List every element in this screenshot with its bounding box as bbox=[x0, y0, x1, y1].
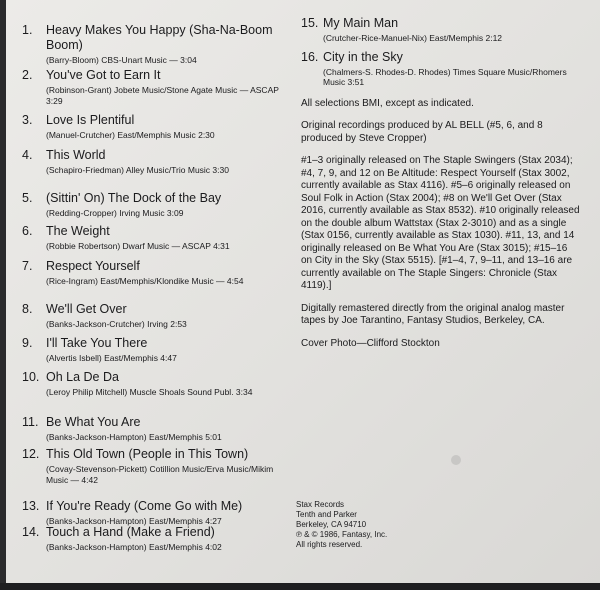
label-name: Stax Records bbox=[296, 500, 345, 509]
track-item bbox=[301, 50, 581, 88]
track-item bbox=[301, 16, 581, 44]
page-edge-shadow bbox=[0, 0, 6, 590]
track-credit: (Schapiro-Friedman) Alley Music/Trio Music 3:30 bbox=[46, 165, 229, 175]
track-number: 6. bbox=[22, 224, 33, 238]
copyright-line: ℗ & © 1986, Fantasy, Inc. bbox=[296, 530, 388, 539]
track-item bbox=[22, 113, 296, 141]
rights-line: All rights reserved. bbox=[296, 540, 363, 549]
track-item bbox=[22, 415, 296, 443]
track-credit: (Barry-Bloom) CBS-Unart Music — 3:04 bbox=[46, 55, 197, 65]
track-title: This Old Town (People in This Town) bbox=[46, 447, 249, 461]
track-number: 4. bbox=[22, 148, 33, 162]
address-street: Tenth and Parker bbox=[296, 510, 357, 519]
track-credit: (Robbie Robertson) Dwarf Music — ASCAP 4:31 bbox=[46, 241, 230, 251]
track-credit: (Chalmers-S. Rhodes-D. Rhodes) Times Square Music/Rhomers Music 3:51 bbox=[323, 66, 567, 87]
print-spot bbox=[451, 455, 461, 465]
track-credit: (Banks-Jackson-Crutcher) Irving 2:53 bbox=[46, 319, 187, 329]
track-item bbox=[22, 148, 296, 176]
track-credit: (Banks-Jackson-Hampton) East/Memphis 4:27 bbox=[46, 516, 222, 526]
track-title: You've Got to Earn It bbox=[46, 68, 161, 82]
address-city: Berkeley, CA 94710 bbox=[296, 520, 367, 529]
cover-photo-credit: Cover Photo—Clifford Stockton bbox=[301, 337, 440, 349]
track-title: Heavy Makes You Happy (Sha-Na-Boom Boom) bbox=[46, 23, 273, 52]
track-title: My Main Man bbox=[323, 16, 399, 30]
track-title: (Sittin' On) The Dock of the Bay bbox=[46, 191, 222, 205]
track-title: We'll Get Over bbox=[46, 302, 127, 316]
track-number: 13. bbox=[22, 499, 40, 513]
track-title: Oh La De Da bbox=[46, 370, 119, 384]
track-title: The Weight bbox=[46, 224, 110, 238]
track-item bbox=[22, 68, 296, 106]
track-item bbox=[22, 224, 296, 252]
track-title: If You're Ready (Come Go with Me) bbox=[46, 499, 243, 513]
track-number: 2. bbox=[22, 68, 33, 82]
track-item bbox=[22, 447, 296, 485]
track-credit: (Covay-Stevenson-Pickett) Cotillion Music/Erva Music/Mikim Music — 4:42 bbox=[46, 464, 274, 485]
track-credit: (Rice-Ingram) East/Memphis/Klondike Music — 4:54 bbox=[46, 276, 244, 286]
track-number: 11. bbox=[22, 415, 39, 429]
track-item bbox=[22, 302, 296, 330]
release-history-note: #1–3 originally released on The Staple Swingers (Stax 2034); #4, 7, 9, and 12 on Be Altitude: Respect Yourself (Stax 3002, currently available as Stax 4116). #5–6 originally released on Soul Folk in Action (Stax 2004); #8 on We'll Get Over (Stax 2016, currently available as Stax 8532). #10 originally released on the double album Wattstax (Stax 2-3010) and as a single (Stax 0156, currently available as Stax 1030). #11, 13, and 14 originally released on Be What You Are (Stax 3015); #15–16 on City in the Sky (Stax 5515). [#1–4, 7, 9–11, and 13–16 are currently available on The Staple Singers: Chronicle (Stax 4119).] bbox=[301, 155, 580, 291]
track-number: 8. bbox=[22, 302, 33, 316]
track-credit: (Leroy Philip Mitchell) Muscle Shoals Sound Publ. 3:34 bbox=[46, 387, 253, 397]
track-number: 14. bbox=[22, 525, 40, 539]
track-credit: (Banks-Jackson-Hampton) East/Memphis 5:01 bbox=[46, 432, 222, 442]
track-credit: (Manuel-Crutcher) East/Memphis Music 2:30 bbox=[46, 130, 215, 140]
track-title: City in the Sky bbox=[323, 49, 403, 64]
bmi-note: All selections BMI, except as indicated. bbox=[301, 97, 474, 109]
track-item bbox=[22, 191, 296, 219]
track-title: I'll Take You There bbox=[46, 336, 148, 350]
remaster-note: Digitally remastered directly from the original analog master tapes by Joe Tarantino, Fantasy Studios, Berkeley, CA. bbox=[301, 302, 565, 326]
track-item bbox=[22, 23, 296, 66]
track-credit: (Robinson-Grant) Jobete Music/Stone Agate Music — ASCAP 3:29 bbox=[46, 85, 279, 106]
right-column bbox=[301, 16, 581, 350]
track-number: 5. bbox=[22, 191, 33, 205]
track-item bbox=[22, 370, 282, 398]
producer-note: Original recordings produced by AL BELL (#5, 6, and 8 produced by Steve Cropper) bbox=[301, 120, 543, 144]
track-item bbox=[22, 336, 296, 364]
track-item bbox=[22, 525, 296, 553]
track-number: 1. bbox=[22, 23, 33, 37]
track-title: Love Is Plentiful bbox=[46, 113, 135, 127]
track-credit: (Alvertis Isbell) East/Memphis 4:47 bbox=[46, 353, 177, 363]
track-number: 9. bbox=[22, 336, 33, 350]
track-number: 15. bbox=[301, 16, 319, 30]
track-credit: (Crutcher-Rice-Manuel-Nix) East/Memphis 2:12 bbox=[323, 33, 503, 43]
track-item bbox=[22, 499, 296, 527]
track-title: Touch a Hand (Make a Friend) bbox=[46, 525, 215, 539]
track-credit: (Banks-Jackson-Hampton) East/Memphis 4:02 bbox=[46, 542, 222, 552]
track-number: 3. bbox=[22, 113, 33, 127]
track-title: Respect Yourself bbox=[46, 259, 140, 273]
track-number: 7. bbox=[22, 259, 33, 273]
track-title: This World bbox=[46, 148, 106, 162]
label-address bbox=[296, 500, 387, 550]
track-number: 12. bbox=[22, 447, 40, 461]
page-bottom-edge bbox=[0, 583, 600, 590]
track-title: Be What You Are bbox=[46, 415, 141, 429]
track-number: 10. bbox=[22, 370, 40, 384]
track-number: 16. bbox=[301, 49, 319, 64]
track-item bbox=[22, 259, 286, 287]
track-credit: (Redding-Cropper) Irving Music 3:09 bbox=[46, 208, 184, 218]
